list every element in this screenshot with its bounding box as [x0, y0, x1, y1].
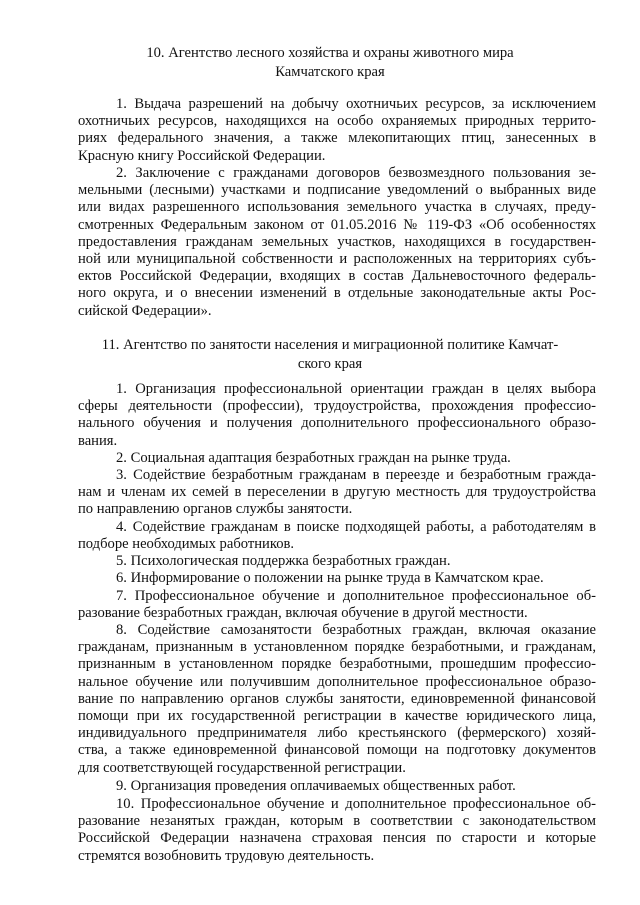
paragraph-line: 10. Профессиональное обучение и дополнительное профессиональное об-	[116, 796, 596, 812]
paragraph-line: нального обучения и получения дополнительного профессионального образо-	[78, 415, 596, 432]
paragraph-line: 2. Социальная адаптация безработных граждан на рынке труда.	[116, 450, 511, 466]
section-heading-line: ского края	[297, 356, 363, 372]
paragraph-line: вания.	[78, 432, 118, 449]
paragraph-line: 6. Информирование о положении на рынке труда в Камчатском крае.	[116, 570, 544, 586]
paragraph-line: 7. Профессиональное обучение и дополнительное профессиональное об-	[116, 588, 596, 604]
paragraph-line: или видах разрешенного использования земельного участка в случаях, преду-	[78, 199, 596, 216]
section-11-item-7	[78, 588, 596, 622]
section-heading-line: Камчатского края	[275, 64, 385, 80]
section-11-item-3	[78, 467, 596, 519]
section-11-item-10	[78, 796, 596, 865]
paragraph-line: гражданам, признанным в установленном порядке безработными, и гражданам,	[78, 639, 596, 656]
paragraph-line: разование безработных граждан, включая обучение в другой местности.	[78, 605, 528, 622]
paragraph-line: 1. Организация профессиональной ориентации граждан в целях выбора	[116, 381, 596, 397]
paragraph-line: сийской Федерации».	[78, 302, 212, 319]
section-10-item-2	[78, 165, 596, 320]
paragraph-line: Российской Федерации назначена страховая пенсия по старости и которые	[78, 830, 596, 847]
paragraph-line: разование незанятых граждан, которым в соответствии с законодательством	[78, 813, 596, 830]
paragraph-line: ектов Российской Федерации, входящих в состав Дальневосточного федераль-	[78, 268, 596, 285]
paragraph-line: стремятся возобновить трудовую деятельность.	[78, 847, 375, 864]
paragraph-line: сферы деятельности (профессии), трудоустройства, прохождения профессио-	[78, 398, 596, 415]
paragraph-line: риях федерального значения, а также млекопитающих птиц, занесенных в	[78, 130, 596, 147]
paragraph-line: подборе необходимых работников.	[78, 536, 295, 553]
section-11-item-9	[78, 778, 596, 795]
paragraph-line: 9. Организация проведения оплачиваемых общественных работ.	[116, 778, 516, 794]
section-11-item-8	[78, 622, 596, 777]
paragraph-line: 1. Выдача разрешений на добычу охотничьих ресурсов, за исключением	[116, 96, 596, 112]
section-heading-line: 11. Агентство по занятости населения и миграционной политике Камчат-	[101, 337, 559, 353]
section-11-item-2	[78, 450, 596, 467]
section-11-item-1	[78, 381, 596, 450]
paragraph-line: нам и членам их семей в переселении в другую местность для трудоустройства	[78, 484, 596, 501]
paragraph-line: 4. Содействие гражданам в поиске подходящей работы, а работодателям в	[116, 519, 596, 535]
paragraph-line: нальное обучение или получившим дополнительное профессиональное образо-	[78, 673, 596, 690]
paragraph-line: Красную книгу Российской Федерации.	[78, 147, 326, 164]
paragraph-line: признанным в установленном порядке безработными, прошедшим профессио-	[78, 656, 596, 673]
paragraph-line: мельными (лесными) участками и подписание уведомлений о выбранных виде	[78, 182, 596, 199]
paragraph-line: предоставления гражданам земельных участков, находящихся в государствен-	[78, 233, 596, 250]
section-10-heading	[60, 44, 600, 82]
section-11-item-4	[78, 519, 596, 553]
paragraph-line: 8. Содействие самозанятости безработных граждан, включая оказание	[116, 622, 596, 638]
paragraph-line: охотничьих ресурсов, находящихся на особо охраняемых природных террито-	[78, 113, 596, 130]
section-heading-line: 10. Агентство лесного хозяйства и охраны животного мира	[146, 45, 514, 61]
paragraph-line: 5. Психологическая поддержка безработных граждан.	[116, 553, 451, 569]
paragraph-line: ства, а также единовременной финансовой помощи на подготовку документов	[78, 742, 596, 759]
section-11-heading	[60, 336, 600, 374]
paragraph-line: ного округа, и о внесении изменений в отдельные законодательные акты Рос-	[78, 285, 596, 302]
paragraph-line: ной или муниципальной собственности и расположенных на территориях субъ-	[78, 250, 596, 267]
section-11-item-6	[78, 570, 596, 587]
paragraph-line: смотренных Федеральным законом от 01.05.2016 № 119-ФЗ «Об особенностях	[78, 216, 596, 233]
paragraph-line: по направлению органов службы занятости.	[78, 501, 353, 518]
paragraph-line: вание по направлению органов службы занятости, единовременной финансовой	[78, 690, 596, 707]
paragraph-line: 3. Содействие безработным гражданам в переезде и безработным гражда-	[116, 467, 596, 483]
section-11-item-5	[78, 553, 596, 570]
paragraph-line: для соответствующей государственной регистрации.	[78, 759, 406, 776]
paragraph-line: 2. Заключение с гражданами договоров безвозмездного пользования зе-	[116, 165, 596, 181]
paragraph-line: индивидуального предпринимателя либо крестьянского (фермерского) хозяй-	[78, 725, 596, 742]
paragraph-line: помощи при их государственной регистрации в качестве юридического лица,	[78, 707, 596, 724]
section-10-item-1	[78, 96, 596, 165]
